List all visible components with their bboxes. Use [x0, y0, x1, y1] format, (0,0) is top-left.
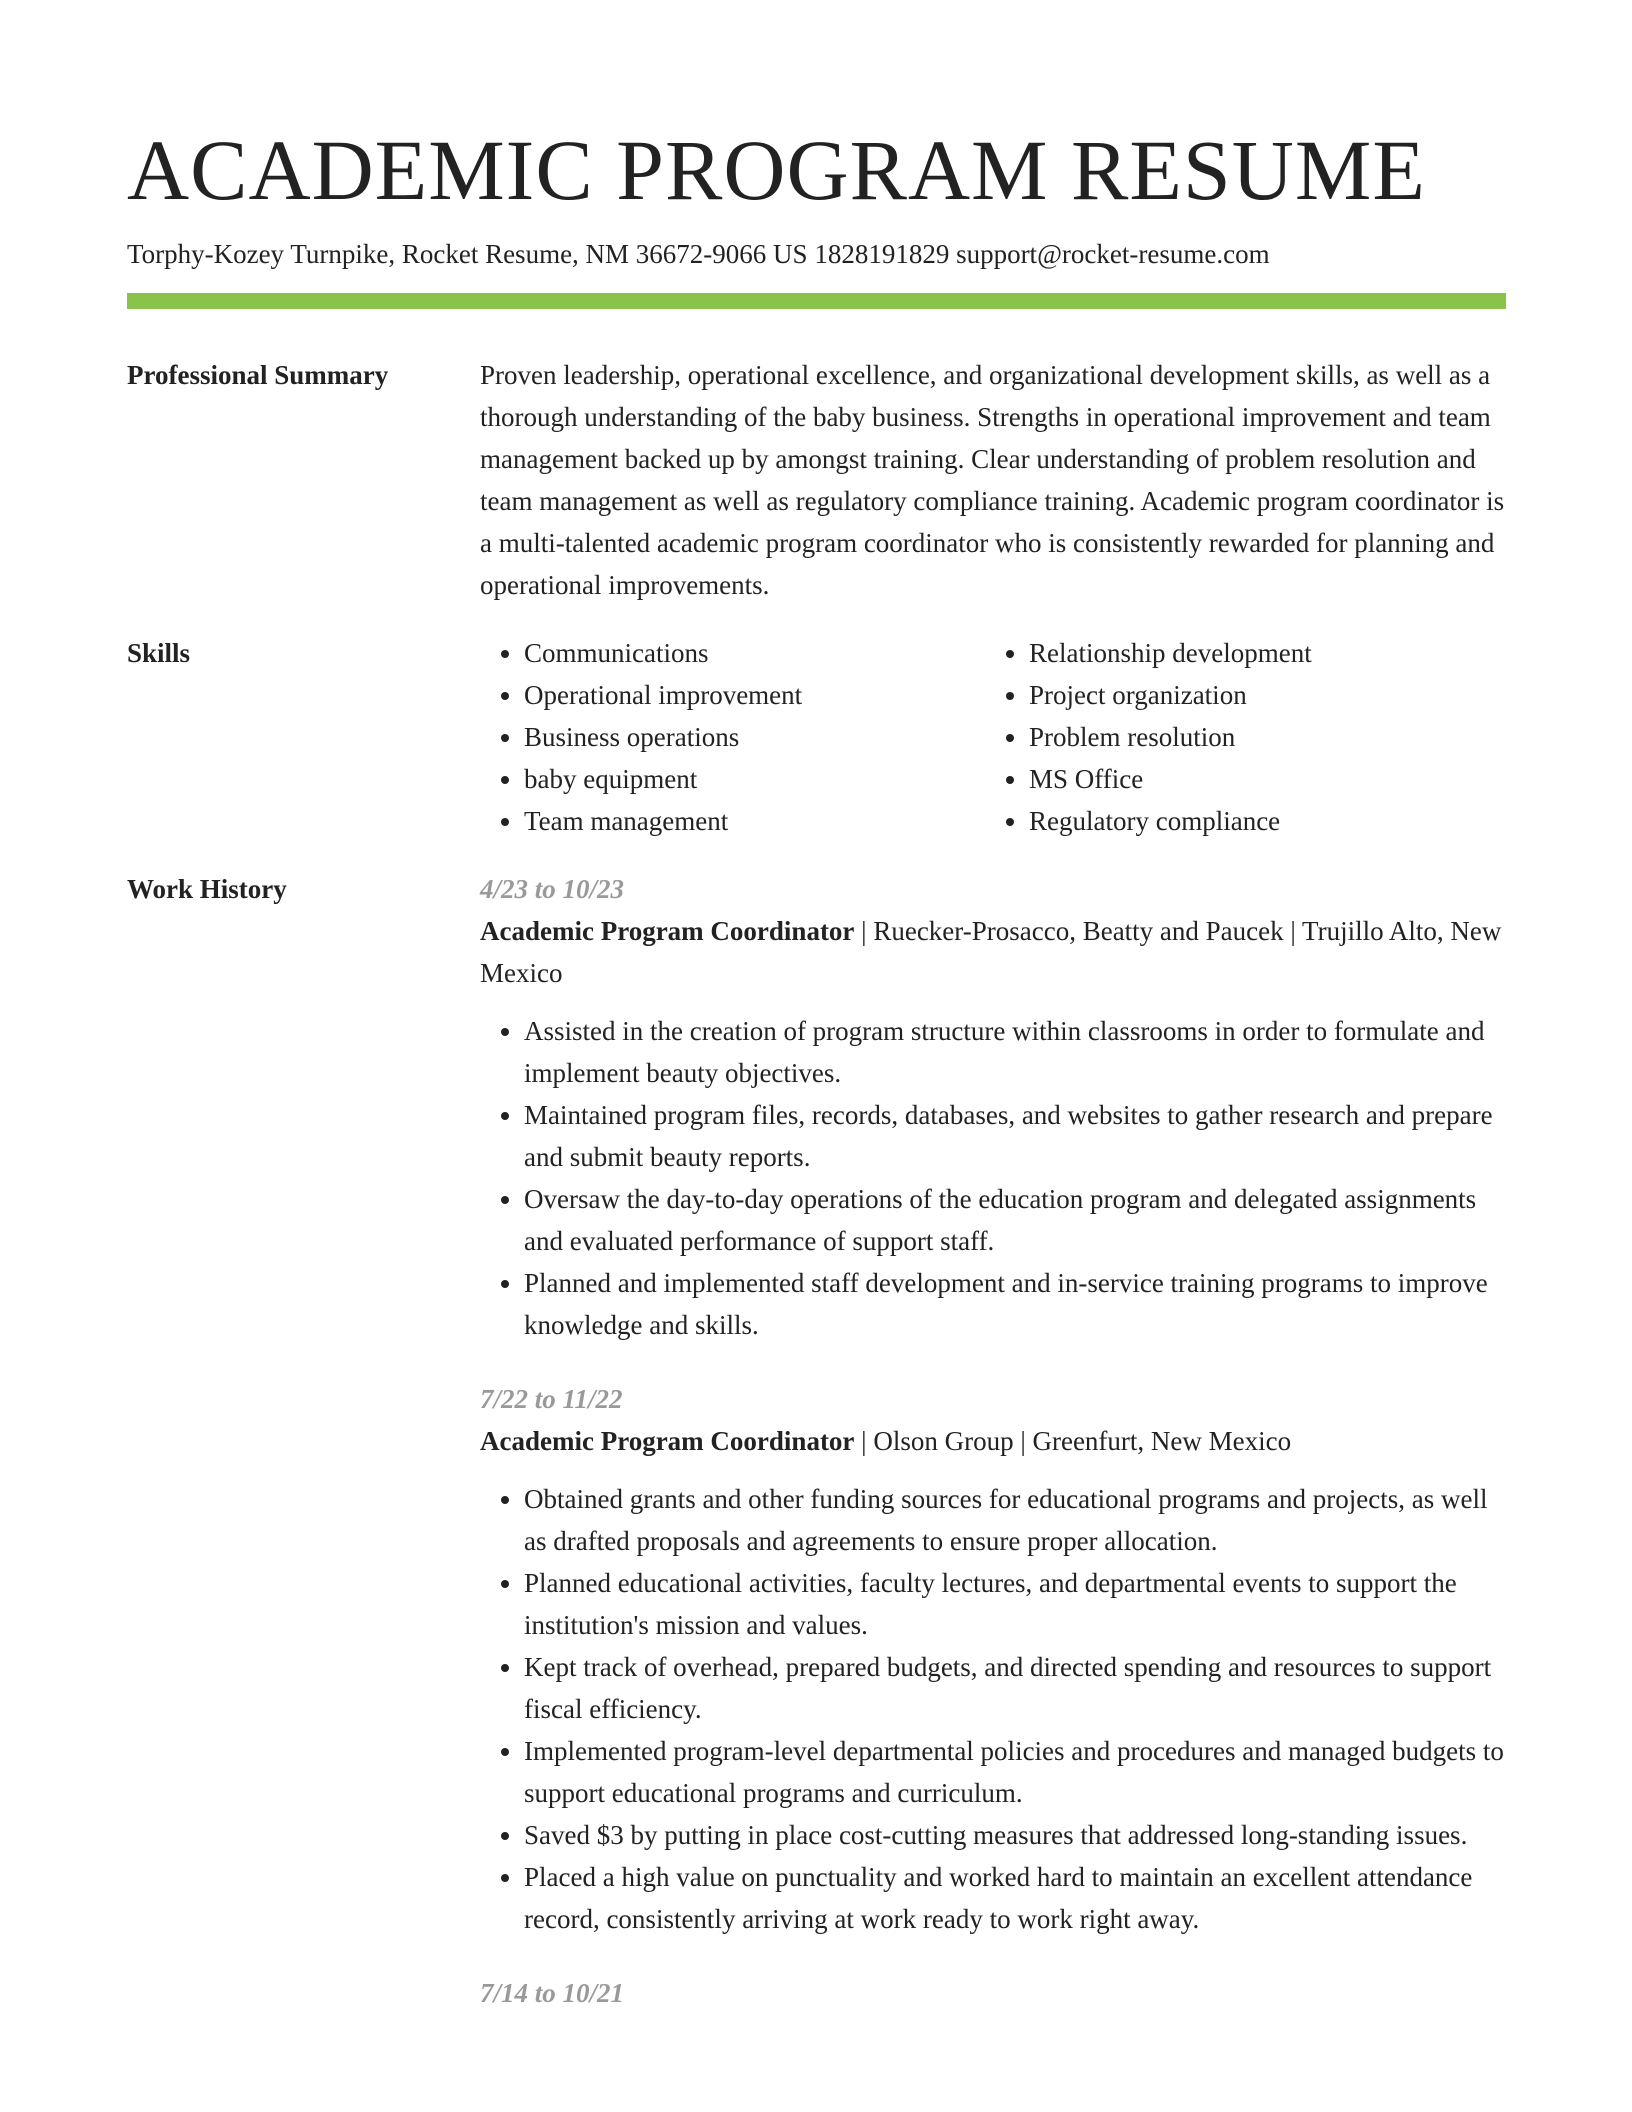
skills-list-right: [985, 632, 1312, 842]
job-details: | Ruecker-Prosacco, Beatty and Paucek | Trujillo Alto, New Mexico: [480, 916, 1502, 988]
job-dates: 4/23 to 10/23: [480, 874, 625, 904]
job-bullets: [480, 1010, 1506, 1346]
work-history-section: [127, 868, 1506, 2046]
job-heading: [480, 1420, 1506, 1462]
job-bullet: • Placed a high value on punctuality and worked hard to maintain an excellent attendance record, consistently arriving at work ready to work right away.: [524, 1856, 1506, 1940]
job-bullet: • Obtained grants and other funding sources for educational programs and projects, as well as drafted proposals and agreements to ensure proper allocation.: [524, 1478, 1506, 1562]
skill-item: • Team management: [524, 800, 985, 842]
section-title: Skills: [127, 638, 191, 668]
job-entry: [480, 868, 1506, 1346]
job-bullet: • Assisted in the creation of program structure within classrooms in order to formulate and implement beauty objectives.: [524, 1010, 1506, 1094]
job-dates: 7/14 to 10/21: [480, 1978, 625, 2008]
job-heading: [480, 910, 1506, 994]
skill-item: • Relationship development: [1029, 632, 1312, 674]
job-bullet: • Maintained program files, records, databases, and websites to gather research and prepare and submit beauty reports.: [524, 1094, 1506, 1178]
job-title: Academic Program Coordinator: [480, 916, 855, 946]
job-bullets: [480, 1478, 1506, 1940]
summary-text: Proven leadership, operational excellence, and organizational development skills, as well as a thorough understanding of the baby business. Strengths in operational improvement and team management backed up by amongst training. Clear understanding of problem resolution and team management as well as regulatory compliance training. Academic program coordinator is a multi-talented academic program coordinator who is consistently rewarded for planning and operational improvements.: [480, 360, 1505, 600]
job-dates: 7/22 to 11/22: [480, 1384, 623, 1414]
job-bullet: • Implemented program-level departmental policies and procedures and managed budgets to support educational programs and curriculum.: [524, 1730, 1506, 1814]
skill-item: • Project organization: [1029, 674, 1312, 716]
job-details: | Olson Group | Greenfurt, New Mexico: [854, 1426, 1292, 1456]
job-bullet: • Oversaw the day-to-day operations of the education program and delegated assignments and evaluated performance of support staff.: [524, 1178, 1506, 1262]
job-bullet: • Kept track of overhead, prepared budgets, and directed spending and resources to support fiscal efficiency.: [524, 1646, 1506, 1730]
job-entry: [480, 1378, 1506, 1940]
skill-item: • Problem resolution: [1029, 716, 1312, 758]
skill-item: • Communications: [524, 632, 985, 674]
skill-item: • baby equipment: [524, 758, 985, 800]
skill-item: • Operational improvement: [524, 674, 985, 716]
contact-line: Torphy-Kozey Turnpike, Rocket Resume, NM 36672-9066 US 1828191829 support@rocket-resume.com: [127, 239, 1270, 269]
skill-item: • Business operations: [524, 716, 985, 758]
skills-list-left: [480, 632, 985, 842]
section-title: Professional Summary: [127, 360, 389, 390]
skills-section: [127, 632, 1506, 842]
section-title: Work History: [127, 874, 287, 904]
job-bullet: • Planned and implemented staff development and in-service training programs to improve knowledge and skills.: [524, 1262, 1506, 1346]
job-entry: [480, 1972, 1506, 2014]
resume-name: ACADEMIC PROGRAM RESUME: [127, 122, 1426, 218]
skill-item: • MS Office: [1029, 758, 1312, 800]
job-title: Academic Program Coordinator: [480, 1426, 855, 1456]
header-divider: [127, 293, 1506, 309]
job-bullet: • Planned educational activities, faculty lectures, and departmental events to support the institution's mission and values.: [524, 1562, 1506, 1646]
skill-item: • Regulatory compliance: [1029, 800, 1312, 842]
job-bullet: • Saved $3 by putting in place cost-cutting measures that addressed long-standing issues.: [524, 1814, 1506, 1856]
summary-section: [127, 354, 1506, 606]
